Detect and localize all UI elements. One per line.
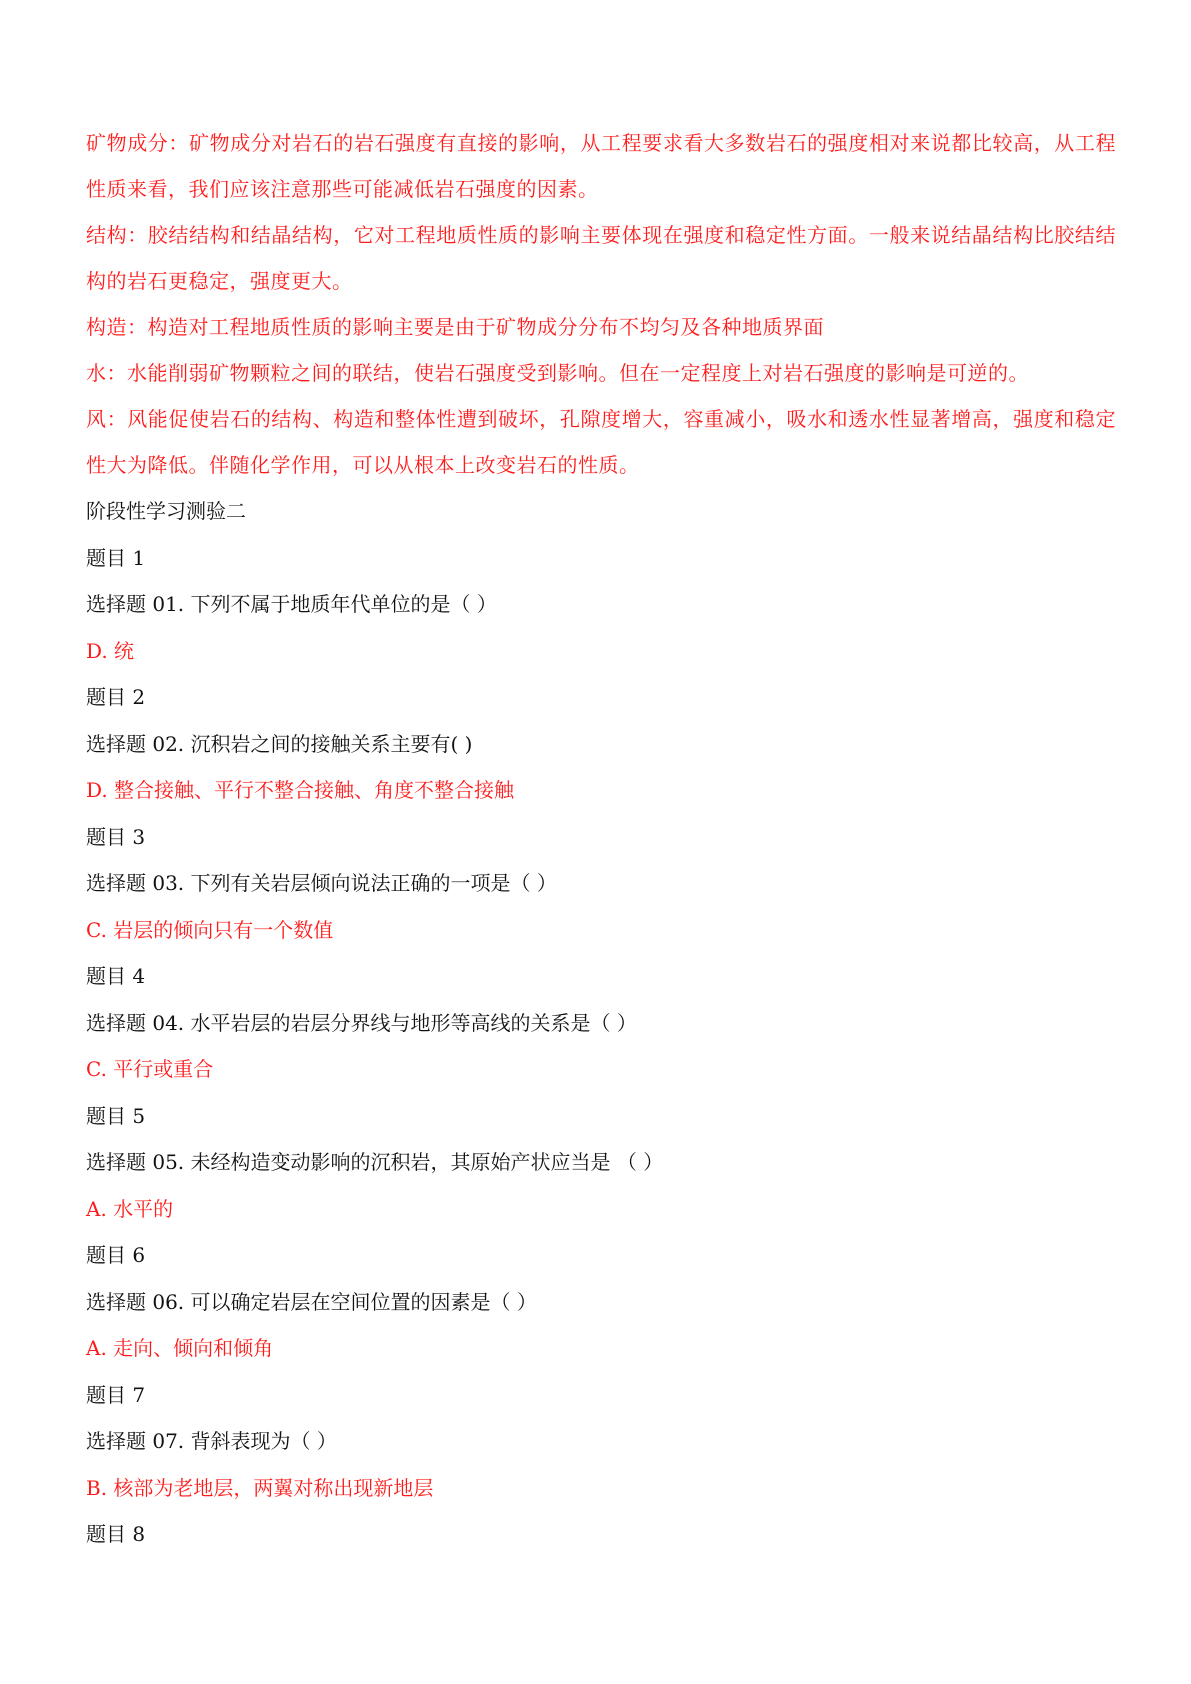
question-label: 题目 8 bbox=[86, 1522, 146, 1546]
question-answer: C. 平行或重合 bbox=[86, 1057, 214, 1081]
question-text: 选择题 02. 沉积岩之间的接触关系主要有( ) bbox=[86, 731, 473, 756]
question-text: 选择题 07. 背斜表现为（ ） bbox=[86, 1429, 337, 1453]
question-answer: C. 岩层的倾向只有一个数值 bbox=[86, 917, 334, 942]
note-structure: 结构：胶结结构和结晶结构，它对工程地质性质的影响主要体现在强度和稳定性方面。一般来说结晶结构比胶结结构的岩石更稳定，强度更大。 bbox=[86, 223, 1116, 293]
question-answer: D. 整合接触、平行不整合接触、角度不整合接触 bbox=[86, 778, 515, 802]
question-label: 题目 1 bbox=[86, 545, 146, 570]
question-text: 选择题 03. 下列有关岩层倾向说法正确的一项是（ ） bbox=[86, 871, 557, 895]
note-mineral-composition: 矿物成分：矿物成分对岩石的岩石强度有直接的影响，从工程要求看大多数岩石的强度相对来说都比较高，从工程性质来看，我们应该注意那些可能减低岩石强度的因素。 bbox=[86, 131, 1116, 201]
question-label: 题目 3 bbox=[86, 824, 146, 849]
question-answer: D. 统 bbox=[86, 638, 135, 663]
document-page bbox=[86, 120, 1116, 1558]
question-text: 选择题 01. 下列不属于地质年代单位的是（ ） bbox=[86, 592, 497, 616]
note-water: 水：水能削弱矿物颗粒之间的联结，使岩石强度受到影响。但在一定程度上对岩石强度的影响是可逆的。 bbox=[86, 361, 1029, 385]
question-label: 题目 4 bbox=[86, 964, 146, 988]
question-label: 题目 7 bbox=[86, 1382, 146, 1407]
question-label: 题目 5 bbox=[86, 1103, 146, 1128]
note-wind: 风：风能促使岩石的结构、构造和整体性遭到破坏，孔隙度增大，容重减小，吸水和透水性显著增高，强度和稳定性大为降低。伴随化学作用，可以从根本上改变岩石的性质。 bbox=[86, 407, 1116, 477]
note-construction: 构造：构造对工程地质性质的影响主要是由于矿物成分分布不均匀及各种地质界面 bbox=[86, 315, 824, 339]
question-text: 选择题 05. 未经构造变动影响的沉积岩，其原始产状应当是 （ ） bbox=[86, 1150, 664, 1174]
question-label: 题目 2 bbox=[86, 685, 146, 709]
question-answer: A. 水平的 bbox=[86, 1196, 174, 1221]
question-text: 选择题 06. 可以确定岩层在空间位置的因素是（ ） bbox=[86, 1289, 537, 1314]
question-text: 选择题 04. 水平岩层的岩层分界线与地形等高线的关系是（ ） bbox=[86, 1010, 637, 1035]
question-answer: A. 走向、倾向和倾角 bbox=[86, 1336, 274, 1360]
section-title: 阶段性学习测验二 bbox=[86, 499, 246, 523]
question-label: 题目 6 bbox=[86, 1243, 146, 1267]
question-answer: B. 核部为老地层，两翼对称出现新地层 bbox=[86, 1475, 434, 1500]
